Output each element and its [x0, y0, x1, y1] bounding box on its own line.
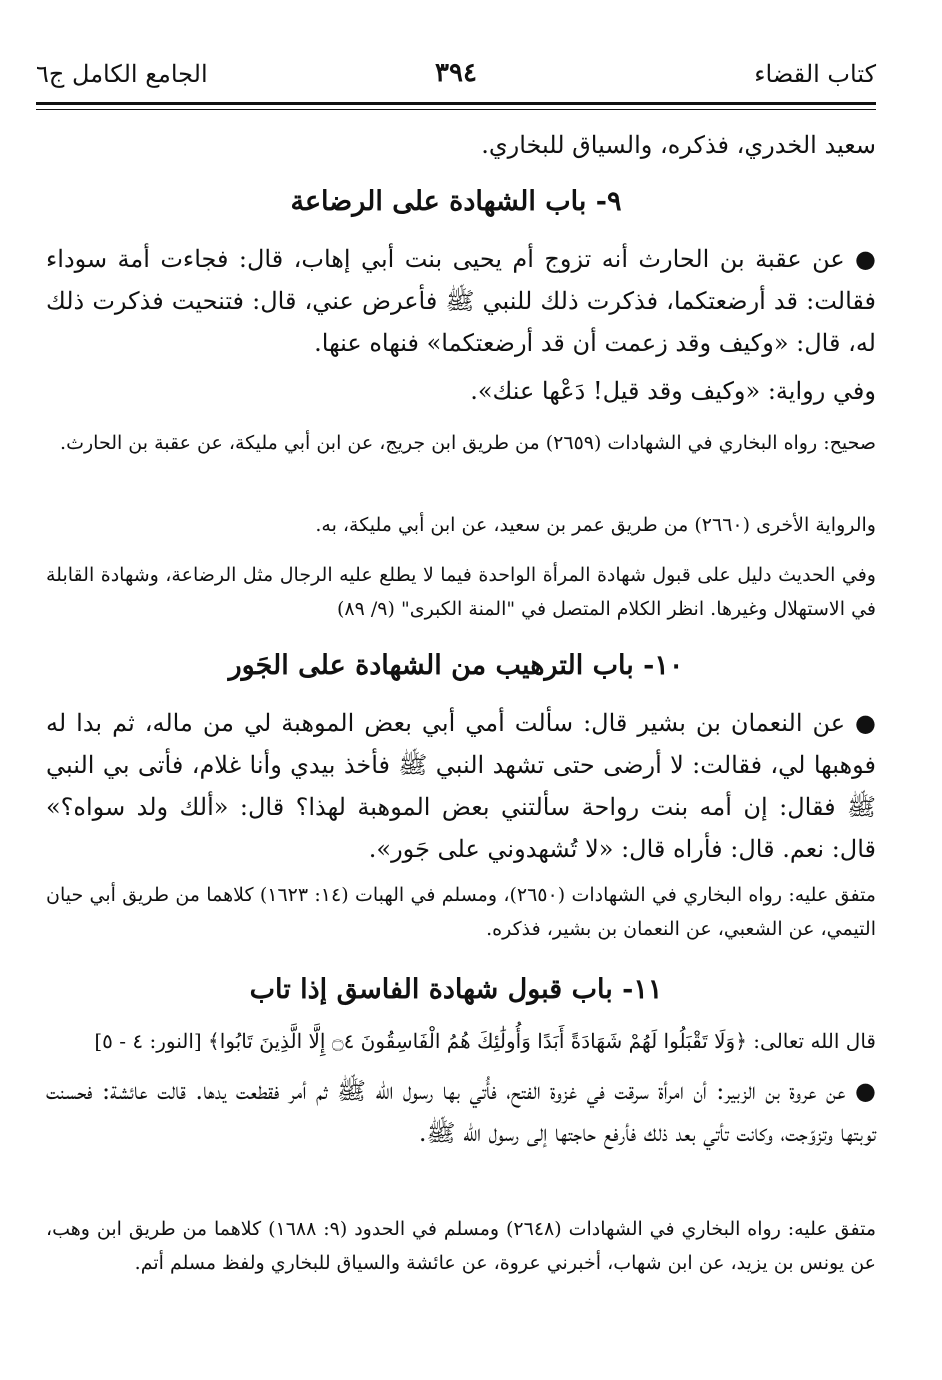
header-rule-thick	[36, 102, 876, 105]
page-header	[36, 56, 876, 100]
page-number: ٣٩٤	[435, 58, 477, 88]
section-9-note-2: والرواية الأخرى (٢٦٦٠) من طريق عمر بن سعيد، عن ابن أبي مليكة، به.	[315, 514, 876, 536]
section-9-riwaya: وفي رواية: «وكيف وقد قيل! دَعْها عنك».	[470, 377, 876, 405]
intro-line: سعيد الخدري، فذكره، والسياق للبخاري.	[481, 131, 876, 159]
section-9-heading: ٩- باب الشهادة على الرضاعة	[290, 186, 622, 217]
section-10-hadith: ● عن النعمان بن بشير قال: سألت أمي أبي بعض الموهبة لي من ماله، ثم بدا له فوهبها لي، فقالت: لا أرضى حتى تشهد النبي ﷺ فأخذ بيدي وأنا غلام، فأتى بي النبي ﷺ فقال: إن أمه بنت رواحة سألتني بعض الموهبة لهذا؟ قال: «ألك ولد سواه؟» قال: نعم. قال: فأراه قال: «لا تُشهدوني على جَور».	[46, 709, 876, 863]
series-title: الجامع الكامل ج٦	[36, 60, 208, 88]
section-11-heading: ١١- باب قبول شهادة الفاسق إذا تاب	[249, 974, 663, 1005]
section-11-note: متفق عليه: رواه البخاري في الشهادات (٢٦٤٨) ومسلم في الحدود (٩: ١٦٨٨) كلاهما من طريق ابن وهب، عن يونس بن يزيد، عن ابن شهاب، أخبرني عروة، عن عائشة والسياق للبخاري ولفظ مسلم أتم.	[46, 1218, 876, 1274]
section-11-hadith: ● عن عروة بن الزبير: أن امرأة سرقت في غزوة الفتح، فأُتي بها رسول الله ﷺ ثم أمر فقطعت يدها. قالت عائشة: فحسنت توبتها وتزوّجت، وكانت تأتي بعد ذلك فأرفع حاجتها إلى رسول الله ﷺ.	[46, 1077, 876, 1147]
section-9-hadith: ● عن عقبة بن الحارث أنه تزوج أم يحيى بنت أبي إهاب، قال: فجاءت أمة سوداء فقالت: قد أرضعتكما، فذكرت ذلك للنبي ﷺ فأعرض عني، قال: فتنحيت فذكرت ذلك له، قال: «وكيف وقد زعمت أن قد أرضعتكما» فنهاه عنها.	[46, 245, 876, 357]
header-rule-thin	[36, 109, 876, 110]
section-9-note-3: وفي الحديث دليل على قبول شهادة المرأة الواحدة فيما لا يطلع عليه الرجال مثل الرضاعة، وشهادة القابلة في الاستهلال وغيرها. انظر الكلام المتصل في "المنة الكبرى" (٩/ ٨٩)	[46, 564, 876, 620]
quran-verse: قال الله تعالى: ﴿وَلَا تَقْبَلُوا لَهُمْ شَهَادَةً أَبَدًا وَأُولَٰئِكَ هُمُ الْفَاسِقُونَ ۝٤ إِلَّا الَّذِينَ تَابُوا﴾ [النور: ٤ - ٥]	[94, 1029, 876, 1053]
section-9-note-1: صحيح: رواه البخاري في الشهادات (٢٦٥٩) من طريق ابن جريج، عن ابن أبي مليكة، عن عقبة بن الحارث.	[60, 432, 876, 454]
book-title: كتاب القضاء	[754, 60, 876, 88]
section-10-note: متفق عليه: رواه البخاري في الشهادات (٢٦٥٠)، ومسلم في الهبات (١٤: ١٦٢٣) كلاهما من طريق أبي حيان التيمي، عن الشعبي، عن النعمان بن بشير، فذكره.	[46, 884, 876, 940]
section-10-heading: ١٠- باب الترهيب من الشهادة على الجَور	[228, 650, 684, 681]
